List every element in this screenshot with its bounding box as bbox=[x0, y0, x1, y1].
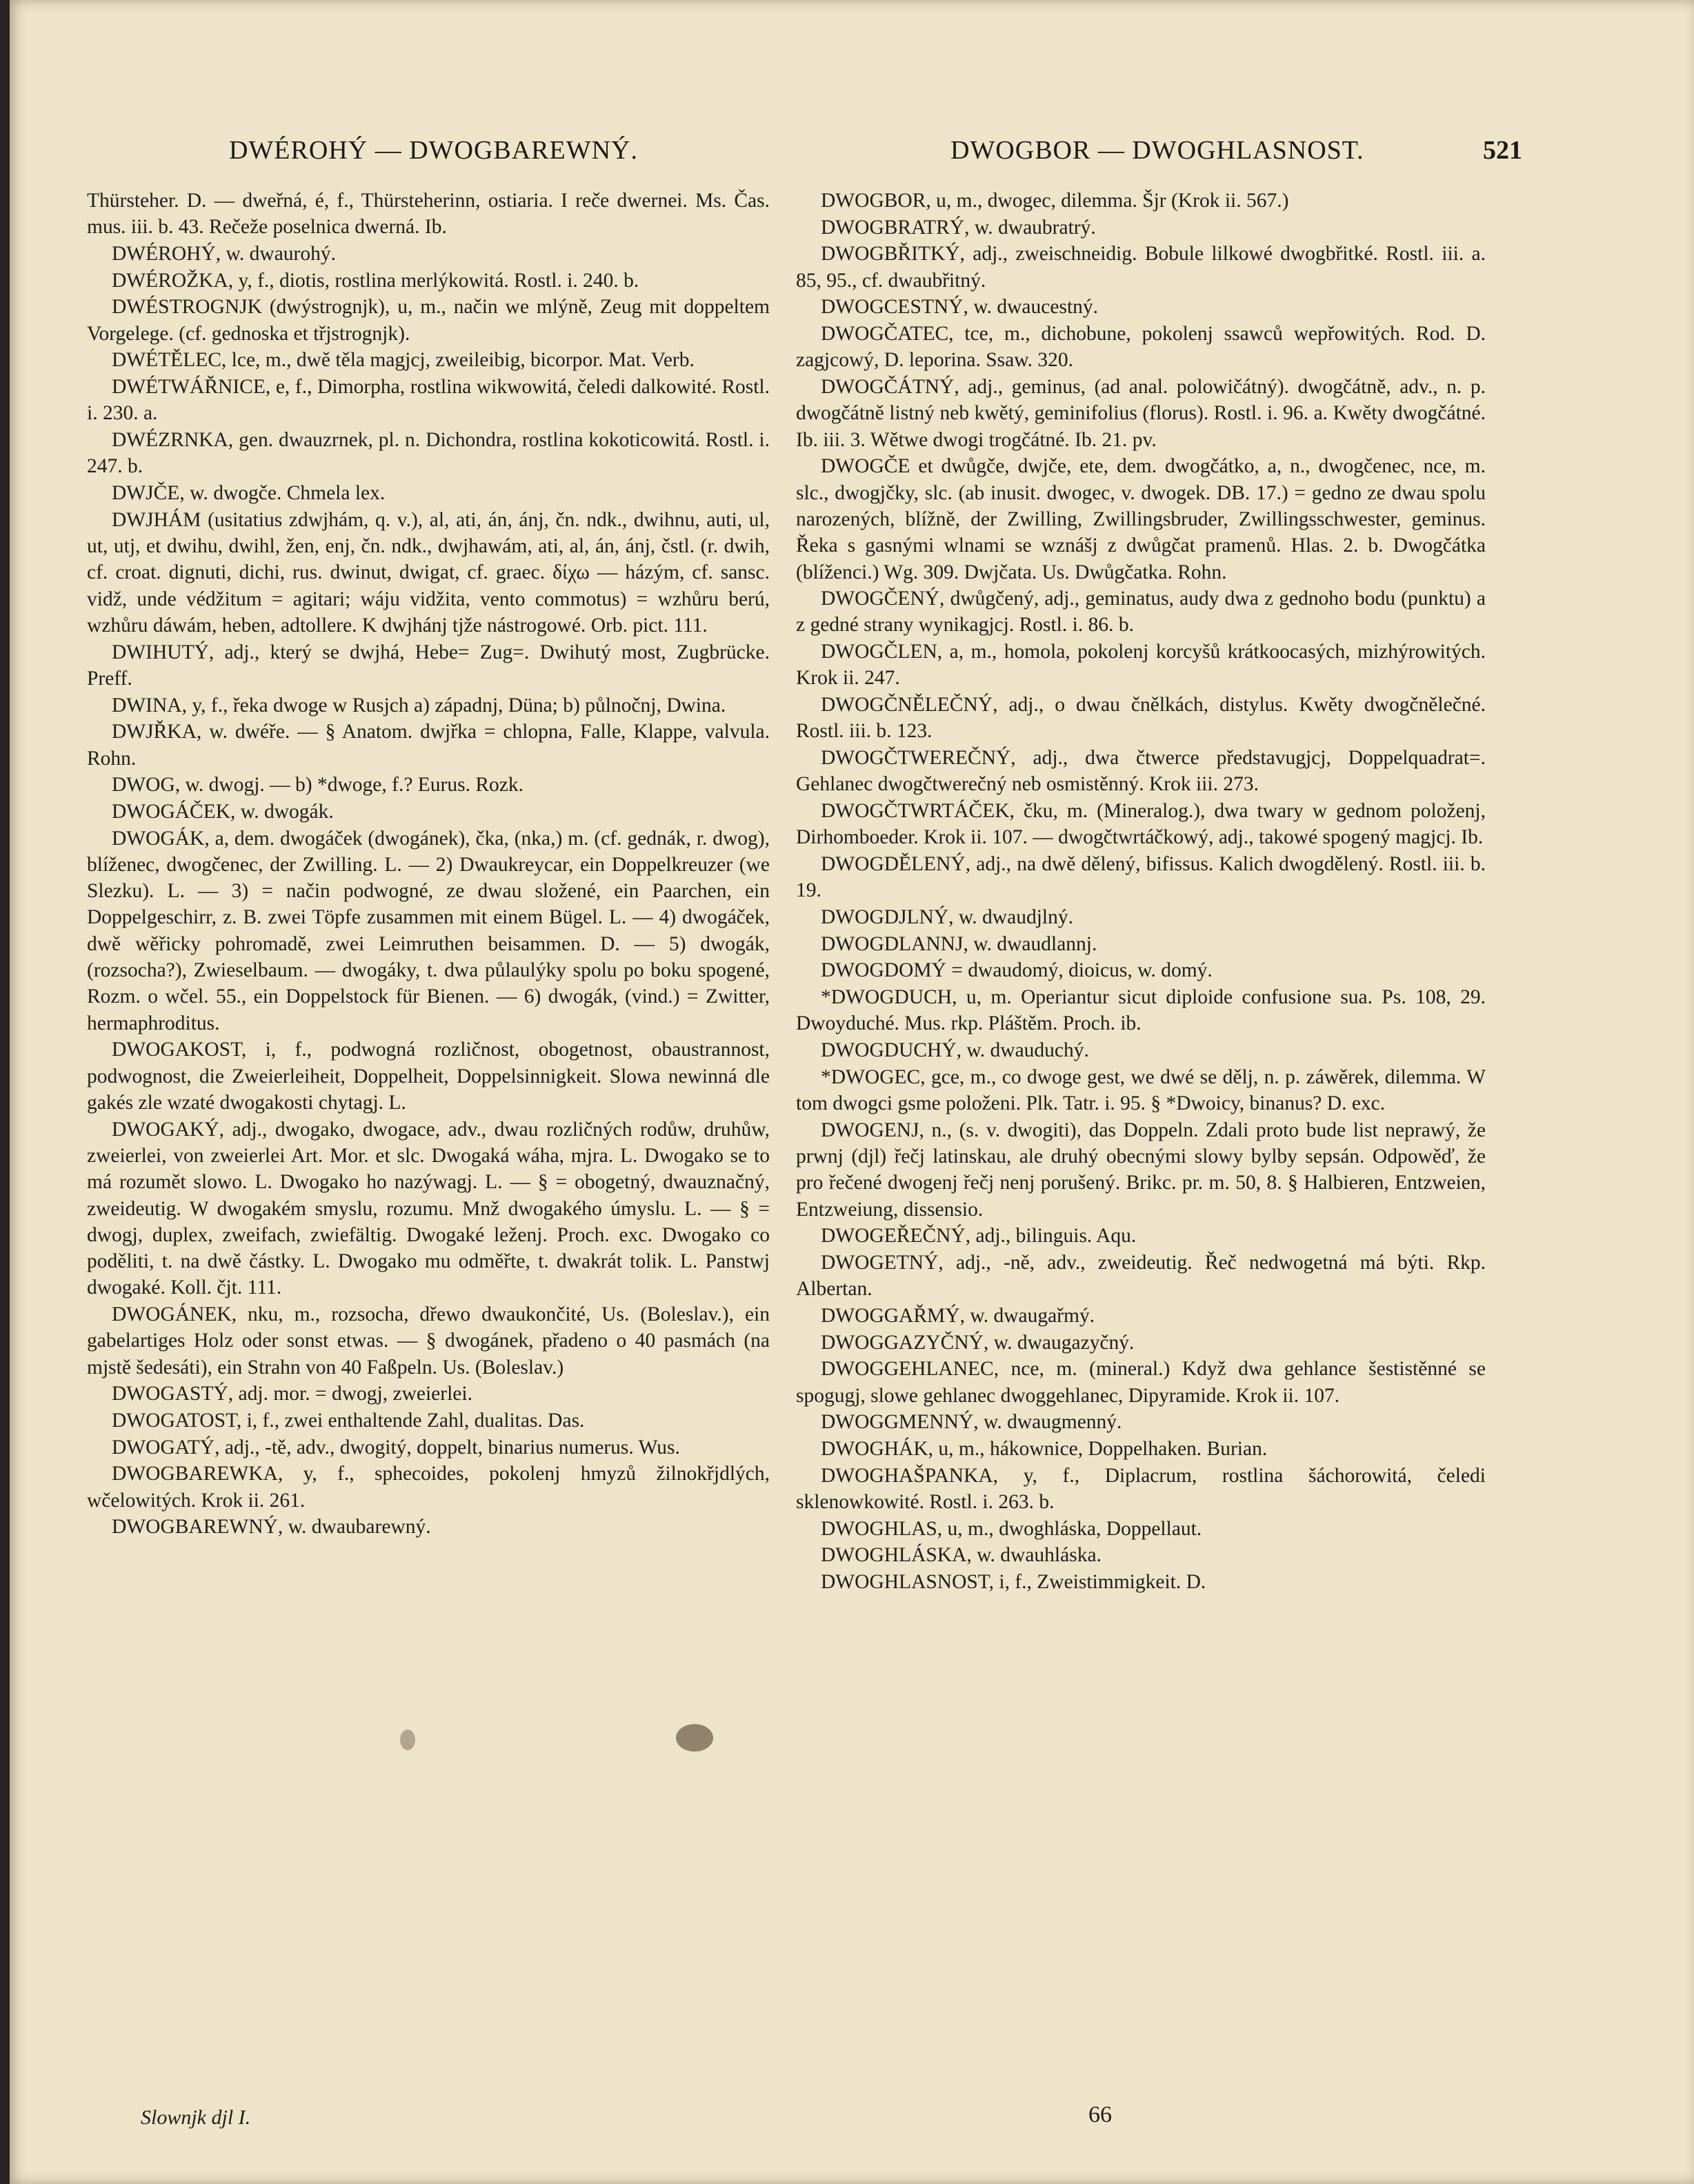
dictionary-entry: DWOGGEHLANEC, nce, m. (mineral.) Když dwa gehlance šestistěnné se spogugj, slowe gehlanec dwoggehlanec, Dipyramide. Krok ii. 107. bbox=[796, 1358, 1486, 1407]
dictionary-entry: DWOGASTÝ, adj. mor. = dwogj, zweierlei. bbox=[112, 1383, 472, 1405]
dictionary-entry: DWOGBŘITKÝ, adj., zweischneidig. Bobule lilkowé dwogbřitké. Rostl. iii. a. 85, 95., cf. dwaubřitný. bbox=[796, 243, 1486, 292]
dictionary-entry: DWJČE, w. dwogče. Chmela lex. bbox=[112, 482, 386, 504]
ink-smudge bbox=[400, 1730, 415, 1750]
ink-smudge bbox=[676, 1724, 713, 1752]
dictionary-entry: DWOGČNĚLEČNÝ, adj., o dwau čnělkách, distylus. Kwěty dwogčnělečné. Rostl. iii. b. 123. bbox=[796, 694, 1486, 743]
dictionary-entry: DWOGENJ, n., (s. v. dwogiti), das Doppeln. Zdali proto bude list neprawý, že prwnj (djl) řečj latinskau, ale druhý obecnými slowy bylby sepsán. Odpowěď, že pro řečené dwogenj řečj nenj porušený. Brikc. pr. m. 50, 8. § Halbieren, Entzweien, Entzweiung, dissensio. bbox=[796, 1119, 1486, 1221]
running-header bbox=[10, 135, 1694, 170]
dictionary-entry: DWIHUTÝ, adj., který se dwjhá, Hebe= Zug=. Dwihutý most, Zugbrücke. Preff. bbox=[87, 641, 770, 690]
dictionary-entry: DWÉSTROGNJK (dwýstrognjk), u, m., način we mlýně, Zeug mit doppeltem Vorgelege. (cf. gednoska et třjstrognjk). bbox=[87, 296, 770, 345]
dictionary-entry: DWÉROHÝ, w. dwaurohý. bbox=[112, 242, 336, 265]
header-left-title: DWÉROHÝ — DWOGBAREWNÝ. bbox=[229, 136, 638, 165]
dictionary-entry: DWOGEŘEČNÝ, adj., bilinguis. Aqu. bbox=[821, 1225, 1137, 1248]
left-column bbox=[87, 188, 770, 1541]
dictionary-entry: Thürsteher. D. — dweřná, é, f., Thürsteherinn, ostiaria. I reče dwernei. Ms. Čas. mus. iii. b. 43. Rečeže poselnica dwerná. Ib. bbox=[87, 190, 770, 239]
page-number: 521 bbox=[1483, 136, 1522, 165]
dictionary-entry: DWOGÁNEK, nku, m., rozsocha, dřewo dwaukončité, Us. (Boleslav.), ein gabelartiges Holz oder sonst etwas. — § dwogánek, přadeno o 40 pasmách (na mjstě šedesáti), ein Strahn von 40 Faßpeln. Us. (Boleslav.) bbox=[87, 1303, 770, 1379]
dictionary-entry: DWOGÁK, a, dem. dwogáček (dwogánek), čka, (nka,) m. (cf. gednák, r. dwog), blíženec, dwogčenec, der Zwilling. L. — 2) Dwaukreycar, ein Doppelkreuzer (we Slezku). L. — 3) = način podwogné, ze dwau složené, ein Paarchen, ein Doppelgeschirr, z. B. zwei Töpfe zusammen mit einem Bügel. L. — 4) dwogáček, dwě wěřicky pohromadě, zwei Leimruthen beisammen. D. — 5) dwogák, (rozsocha?), Zwieselbaum. — dwogáky, t. dwa půlaulýky spolu po boku spogené, Rozm. o wčel. 55., ein Doppelstock für Bienen. — 6) dwogák, (vind.) = Zwitter, hermaphroditus. bbox=[87, 827, 770, 1034]
dictionary-entry: DWOGBRATRÝ, w. dwaubratrý. bbox=[821, 216, 1096, 239]
dictionary-entry: DWOGDOMÝ = dwaudomý, dioicus, w. domý. bbox=[821, 959, 1213, 982]
dictionary-entry: DWOGDJLNÝ, w. dwaudjlný. bbox=[821, 906, 1073, 929]
dictionary-entry: DWOGGMENNÝ, w. dwaugmenný. bbox=[821, 1411, 1122, 1434]
right-column bbox=[796, 188, 1486, 1596]
dictionary-entry: DWÉTĚLEC, lce, m., dwě těla magjcj, zweileibig, bicorpor. Mat. Verb. bbox=[112, 349, 695, 372]
dictionary-entry: DWOGGAŘMÝ, w. dwaugařmý. bbox=[821, 1305, 1095, 1328]
dictionary-entry: DWOGČÁTNÝ, adj., geminus, (ad anal. polowičátný). dwogčátně, adv., n. p. dwogčátně listný neb kwětý, geminifolius (florus). Rostl. i. 96. a. Kwěty dwogčátné. Ib. iii. 3. Wětwe dwogi trogčátné. Ib. 21. pv. bbox=[796, 376, 1486, 451]
dictionary-entry: DWOGDLANNJ, w. dwaudlannj. bbox=[821, 932, 1097, 955]
dictionary-entry: DWOGAKÝ, adj., dwogako, dwogace, adv., dwau rozličných rodůw, druhůw, zweierlei, von zweierlei Art. Mor. et slc. Dwogaká wáha, mjra. L. Dwogako se to má rozumět slowo. L. Dwogako ho nazýwagj. L. — § = obogetný, dwauznačný, zweideutig. W dwogakém smyslu, rozumu. Mnž dwogakého úmyslu. L. — § = dwogj, duplex, zweifach, zwiefältig. Dwogaké leženj. Proch. exc. Dwogako co poděliti, t. na dwě částky. L. Dwogako mu odměřte, t. dwakrát tolik. L. Panstwj dwogaké. Koll. čjt. 111. bbox=[87, 1118, 770, 1299]
dictionary-entry: DWJHÁM (usitatius zdwjhám, q. v.), al, ati, án, ánj, čn. ndk., dwihnu, auti, ul, ut, utj, et dwihu, dwihl, žen, enj, čn. ndk., dwjhawám, ati, al, án, ánj, čstl. (r. dwih, cf. croat. dignuti, dichi, rus. dwinut, dwigat, cf. graec. δίχω — házým, cf. sansc. vidž, unde védžitum = agitari; wáju vidžita, vento commotus) = wzhůru berú, wzhůru dáwám, heben, adtollere. K dwjhánj tjže nástrogowé. Orb. pict. 111. bbox=[87, 508, 770, 637]
dictionary-entry: DWÉZRNKA, gen. dwauzrnek, pl. n. Dichondra, rostlina kokoticowitá. Rostl. i. 247. b. bbox=[87, 429, 770, 478]
dictionary-entry: DWOGBAREWNÝ, w. dwaubarewný. bbox=[112, 1516, 431, 1539]
dictionary-entry: DWOGČE et dwůgče, dwjče, ete, dem. dwogčátko, a, n., dwogčenec, nce, m. slc., dwogjčky, slc. (ab inusit. dwogec, v. dwogek. DB. 17.) = gedno ze dwau spolu narozených, blížně, der Zwilling, Zwillingsbruder, Zwillingsschwester, geminus. Řeka s gasnými wlnami se wznášj z dwůgčat pramenů. Hlas. 2. b. Dwogčátka (blíženci.) Wg. 309. Dwjčata. Us. Dwůgčatka. Rohn. bbox=[796, 455, 1486, 583]
dictionary-entry: DWÉTWÁŘNICE, e, f., Dimorpha, rostlina wikwowitá, čeledi dalkowité. Rostl. i. 230. a. bbox=[87, 376, 770, 425]
dictionary-entry: DWOGAKOST, i, f., podwogná rozličnost, obogetnost, obaustrannost, podwognost, die Zweierleiheit, Doppelheit, Doppelsinnigkeit. Slowa newinná dle gakés zle wzaté dwogakosti chytagj. L. bbox=[87, 1039, 770, 1114]
dictionary-entry: DWOGČTWRTÁČEK, čku, m. (Mineralog.), dwa twary w gednom položenj, Dirhomboeder. Krok ii. 107. — dwogčtwrtáčkowý, adj., takowé spogený magjcj. Ib. bbox=[796, 800, 1486, 849]
dictionary-entry: DWOGDUCHÝ, w. dwauduchý. bbox=[821, 1039, 1089, 1062]
dictionary-entry: DWJŘKA, w. dwéře. — § Anatom. dwjřka = chlopna, Falle, Klappe, valvula. Rohn. bbox=[87, 721, 770, 770]
dictionary-entry: DWOGHAŠPANKA, y, f., Diplacrum, rostlina šáchorowitá, čeledi sklenowkowité. Rostl. i. 263. b. bbox=[796, 1464, 1486, 1514]
dictionary-entry: *DWOGEC, gce, m., co dwoge gest, we dwé se dělj, n. p. záwěrek, dilemma. W tom dwogci gsme položeni. Plk. Tatr. i. 95. § *Dwoicy, binanus? D. exc. bbox=[796, 1065, 1486, 1115]
dictionary-entry: DWOGČENÝ, dwůgčený, adj., geminatus, audy dwa z gednoho bodu (punktu) a z gedné strany wynikagjcj. Rostl. i. 86. b. bbox=[796, 588, 1486, 637]
dictionary-entry: DWOGBOR, u, m., dwogec, dilemma. Šjr (Krok ii. 567.) bbox=[821, 190, 1289, 212]
dictionary-entry: DWOGATÝ, adj., -tě, adv., dwogitý, doppelt, binarius numerus. Wus. bbox=[112, 1436, 680, 1459]
dictionary-entry: DWOGČATEC, tce, m., dichobune, pokolenj ssawců wepřowitých. Rod. D. zagjcowý, D. leporina. Ssaw. 320. bbox=[796, 323, 1486, 372]
sheet-number: 66 bbox=[1088, 2102, 1112, 2127]
header-right-title: DWOGBOR — DWOGHLASNOST. bbox=[950, 136, 1364, 165]
dictionary-entry: *DWOGDUCH, u, m. Operiantur sicut diploide confusione sua. Ps. 108, 29. Dwoyduché. Mus. rkp. Pláštěm. Proch. ib. bbox=[796, 986, 1486, 1035]
dictionary-entry: DWOGETNÝ, adj., -ně, adv., zweideutig. Řeč nedwogetná má býti. Rkp. Albertan. bbox=[796, 1252, 1486, 1301]
dictionary-entry: DWOGBAREWKA, y, f., sphecoides, pokolenj hmyzů žilnokřjdlých, wčelowitých. Krok ii. 261. bbox=[87, 1463, 770, 1512]
dictionary-entry: DWOGATOST, i, f., zwei enthaltende Zahl, dualitas. Das. bbox=[112, 1410, 585, 1432]
dictionary-entry: DWOG, w. dwogj. — b) *dwoge, f.? Eurus. Rozk. bbox=[112, 774, 524, 797]
dictionary-entry: DWOGÁČEK, w. dwogák. bbox=[112, 800, 334, 823]
dictionary-entry: DWOGČTWEREČNÝ, adj., dwa čtwerce představugjcj, Doppelquadrat=. Gehlanec dwogčtwerečný neb osmistěnný. Krok iii. 273. bbox=[796, 747, 1486, 796]
dictionary-entry: DWINA, y, f., řeka dwoge w Rusjch a) západnj, Düna; b) půlnočnj, Dwina. bbox=[112, 694, 726, 717]
printer-signature: Slownjk djl I. bbox=[141, 2106, 251, 2129]
dictionary-entry: DWÉROŽKA, y, f., diotis, rostlina merlýkowitá. Rostl. i. 240. b. bbox=[112, 269, 639, 292]
dictionary-entry: DWOGHLÁSKA, w. dwauhláska. bbox=[821, 1544, 1102, 1567]
dictionary-entry: DWOGHLAS, u, m., dwoghláska, Doppellaut. bbox=[821, 1517, 1202, 1540]
dictionary-entry: DWOGČLEN, a, m., homola, pokolenj korcyšů krátkoocasých, mizhýrowitých. Krok ii. 247. bbox=[796, 641, 1486, 690]
dictionary-entry: DWOGGAZYČNÝ, w. dwaugazyčný. bbox=[821, 1331, 1135, 1354]
dictionary-page bbox=[10, 0, 1694, 2184]
dictionary-entry: DWOGHÁK, u, m., hákownice, Doppelhaken. Burian. bbox=[821, 1438, 1268, 1461]
dictionary-entry: DWOGDĚLENÝ, adj., na dwě dělený, bifissus. Kalich dwogdělený. Rostl. iii. b. 19. bbox=[796, 853, 1486, 902]
dictionary-entry: DWOGHLASNOST, i, f., Zweistimmigkeit. D. bbox=[821, 1571, 1206, 1594]
dictionary-entry: DWOGCESTNÝ, w. dwaucestný. bbox=[821, 296, 1099, 319]
